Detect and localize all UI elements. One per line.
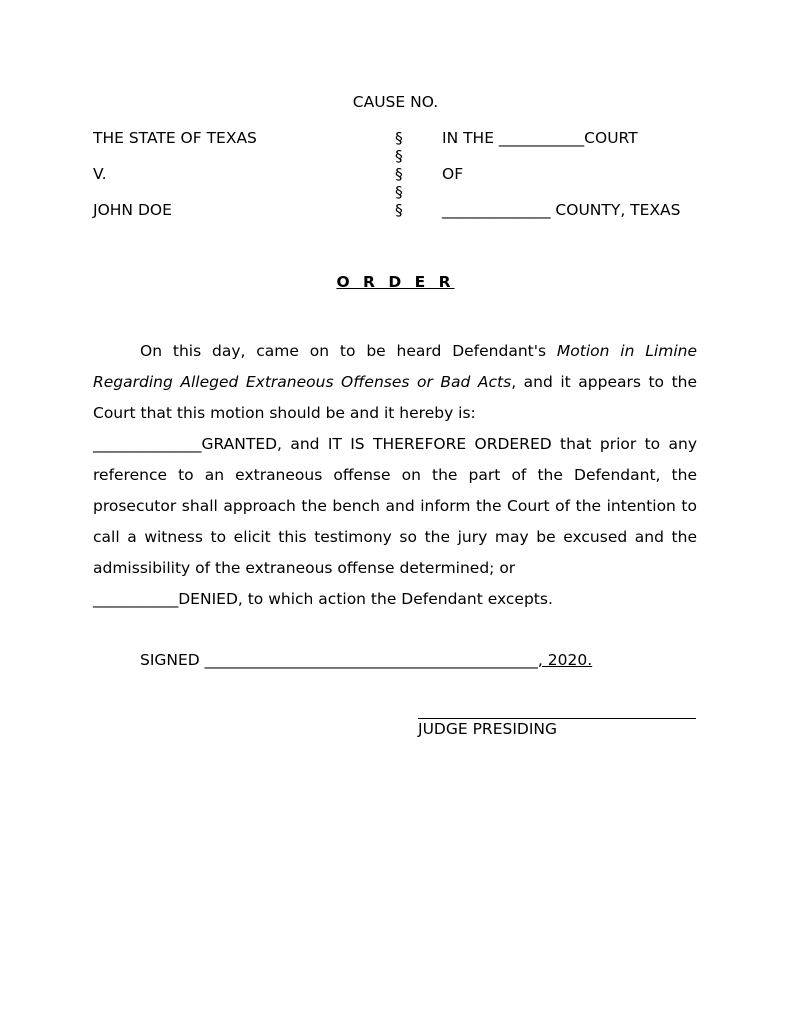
section-symbol: § xyxy=(395,201,403,219)
intro-text-start: On this day, came on to be heard Defendant's xyxy=(140,342,557,360)
judge-signature-line xyxy=(418,718,696,719)
denied-paragraph xyxy=(93,584,697,615)
caption-versus: V. xyxy=(93,165,107,183)
order-intro-paragraph xyxy=(93,336,697,429)
denied-blank: ___________ xyxy=(93,590,179,608)
section-symbol: § xyxy=(395,183,403,201)
granted-paragraph xyxy=(93,429,697,584)
signed-year: , 2020. xyxy=(537,651,593,669)
denied-text: DENIED, to which action the Defendant excepts. xyxy=(178,590,553,608)
caption-of: OF xyxy=(442,165,464,183)
order-title: O R D E R xyxy=(336,273,455,291)
cause-number-heading: CAUSE NO. xyxy=(352,93,439,111)
caption-party-defendant: JOHN DOE xyxy=(93,201,172,219)
motion-title: Motion in Limine Regarding Alleged Extraneous Offenses or Bad Acts xyxy=(93,342,697,391)
caption-county: ______________ COUNTY, TEXAS xyxy=(442,201,681,219)
caption-court: IN THE ___________COURT xyxy=(442,129,638,147)
judge-presiding-label: JUDGE PRESIDING xyxy=(418,720,558,738)
granted-text: GRANTED, and IT IS THEREFORE ORDERED that prior to any reference to an extraneous offense on the part of the Defendant, the prosecutor shall approach the bench and inform the Court of the intention to call a witness to elicit this testimony so the jury may be excused and the admissibility of the extraneous offense determined; or xyxy=(93,435,697,577)
signed-line xyxy=(140,653,592,669)
signed-date-blank: ___________________________________________ xyxy=(204,651,538,669)
section-symbol: § xyxy=(395,165,403,183)
order-body xyxy=(93,336,697,615)
intro-text-end: , and it appears to the Court that this motion should be and it hereby is: xyxy=(93,373,698,422)
section-symbol: § xyxy=(395,129,403,147)
caption-party-state: THE STATE OF TEXAS xyxy=(93,129,257,147)
granted-blank: ______________ xyxy=(93,435,202,453)
section-symbol: § xyxy=(395,147,403,165)
signed-label: SIGNED xyxy=(140,651,205,669)
